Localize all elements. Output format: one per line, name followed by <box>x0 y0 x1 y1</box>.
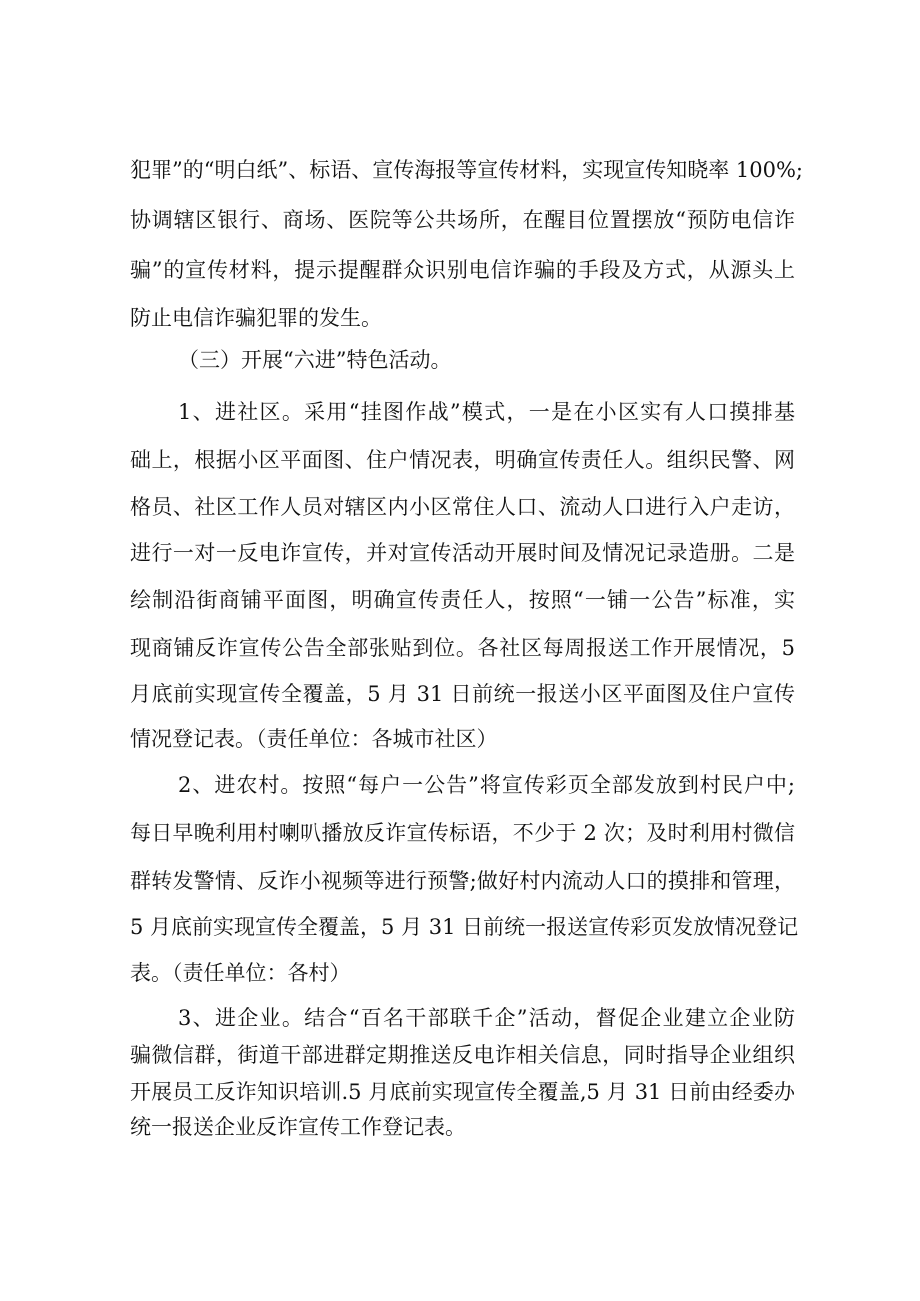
paragraph-1-line-1: 犯罪”的“明白纸”、标语、宣传海报等宣传材料，实现宣传知晓率 100%; <box>130 158 803 182</box>
paragraph-5-line-1: 3、进企业。结合“百名干部联千企”活动，督促企业建立企业防 <box>178 1006 795 1030</box>
paragraph-4-line-4: 5 月底前实现宣传全覆盖，5 月 31 日前统一报送宣传彩页发放情况登记 <box>130 915 799 939</box>
paragraph-4-line-2: 每日早晚利用村喇叭播放反诈宣传标语，不少于 2 次；及时利用村微信 <box>130 821 795 845</box>
paragraph-1-line-3: 骗”的宣传材料，提示提醒群众识别电信诈骗的手段及方式，从源头上 <box>130 258 795 282</box>
paragraph-5-line-2: 骗微信群，街道干部进群定期推送反电诈相关信息，同时指导企业组织 <box>130 1043 795 1067</box>
paragraph-3-line-3: 格员、社区工作人员对辖区内小区常住人口、流动人口进行入户走访， <box>130 495 795 519</box>
paragraph-5-line-4: 统一报送企业反诈宣传工作登记表。 <box>130 1115 466 1139</box>
paragraph-1-line-2: 协调辖区银行、商场、医院等公共场所，在醒目位置摆放“预防电信诈 <box>130 208 795 232</box>
paragraph-4-line-5: 表。（责任单位：各村） <box>130 961 351 985</box>
paragraph-3-line-6: 现商铺反诈宣传公告全部张贴到位。各社区每周报送工作开展情况，5 <box>130 636 795 660</box>
paragraph-3-line-7: 月底前实现宣传全覆盖，5 月 31 日前统一报送小区平面图及住户宣传 <box>130 682 795 706</box>
paragraph-3-line-8: 情况登记表。（责任单位：各城市社区） <box>130 727 498 751</box>
paragraph-5-line-3: 开展员工反诈知识培训.5 月底前实现宣传全覆盖,5 月 31 日前由经委办 <box>130 1080 795 1104</box>
paragraph-3-line-1: 1、进社区。采用“挂图作战”模式，一是在小区实有人口摸排基 <box>178 400 795 424</box>
paragraph-4-line-1: 2、进农村。按照“每户一公告”将宣传彩页全部发放到村民户中; <box>178 773 795 797</box>
section-heading: （三）开展“六进”特色活动。 <box>178 348 452 372</box>
paragraph-3-line-5: 绘制沿街商铺平面图，明确宣传责任人，按照“一铺一公告”标准，实 <box>130 588 795 612</box>
paragraph-3-line-2: 础上，根据小区平面图、住户情况表，明确宣传责任人。组织民警、网 <box>130 448 795 472</box>
paragraph-1-line-4: 防止电信诈骗犯罪的发生。 <box>130 306 382 330</box>
paragraph-3-line-4: 进行一对一反电诈宣传，并对宣传活动开展时间及情况记录造册。二是 <box>130 541 795 565</box>
paragraph-4-line-3: 群转发警情、反诈小视频等进行预警;做好村内流动人口的摸排和管理， <box>130 869 795 893</box>
